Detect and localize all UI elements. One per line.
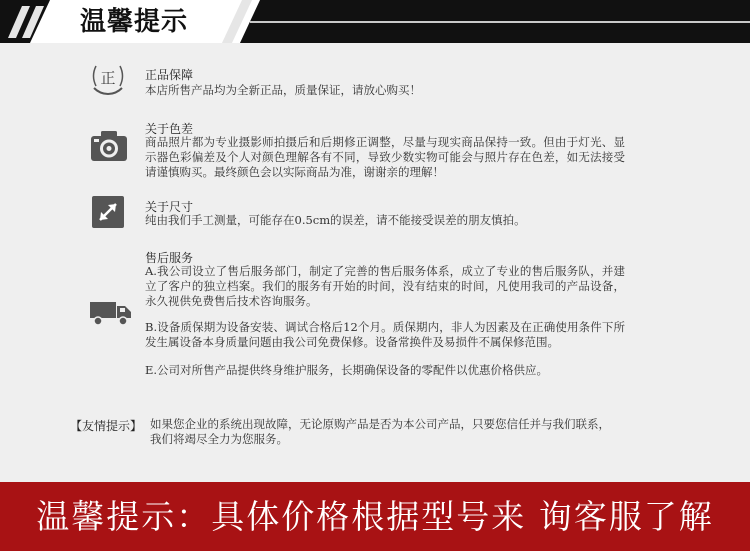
page-title: 温馨提示	[80, 7, 189, 37]
tip-label: 【友情提示】	[70, 419, 143, 433]
badge-char: 正	[100, 69, 116, 87]
header-banner	[0, 0, 750, 43]
authentic-badge-icon	[88, 62, 128, 96]
footer-banner	[0, 482, 750, 551]
section-title: 售后服务	[145, 251, 194, 265]
section-body: 本店所售产品均为全新正品，质量保证，请放心购买！	[145, 83, 421, 97]
section-title: 正品保障	[145, 68, 194, 82]
camera-icon	[90, 130, 128, 162]
section-body-b: B.设备质保期为设备安装、调试合格后12个月。质保期内，非人为因素及在正确使用条件下所发生属设备本身质量问题由我公司免费保修。设备常换件及易损件不属保修范围。	[145, 320, 625, 349]
resize-arrow-icon	[92, 196, 124, 228]
truck-icon	[90, 300, 132, 326]
section-body-a: A.我公司设立了售后服务部门，制定了完善的售后服务体系，成立了专业的售后服务队，并建立了客户的独立档案。我们的服务有开始的时间，没有结束的时间，凡使用我司的产品设备，永久视供免费售后技术咨询服务。	[145, 264, 625, 308]
section-body-e: E.公司对所售产品提供终身维护服务，长期确保设备的零配件以优惠价格供应。	[145, 363, 549, 377]
tip-body: 如果您企业的系统出现故障，无论原购产品是否为本公司产品，只要您信任并与我们联系，我们将竭尽全力为您服务。	[150, 417, 610, 446]
section-title: 关于色差	[145, 122, 194, 136]
header-rule	[250, 21, 750, 23]
section-body: 纯由我们手工测量，可能存在0.5cm的误差，请不能接受误差的朋友慎拍。	[145, 213, 526, 227]
footer-text: 温馨提示：具体价格根据型号来 询客服了解	[36, 497, 714, 536]
section-body: 商品照片都为专业摄影师拍摄后和后期修正调整，尽量与现实商品保持一致。但由于灯光、显示器色彩偏差及个人对颜色理解各有不同，导致少数实物可能会与照片存在色差，如无法接受请谨慎购买。最终颜色会以实际商品为准，谢谢亲的理解！	[145, 135, 625, 179]
section-title: 关于尺寸	[145, 200, 194, 214]
